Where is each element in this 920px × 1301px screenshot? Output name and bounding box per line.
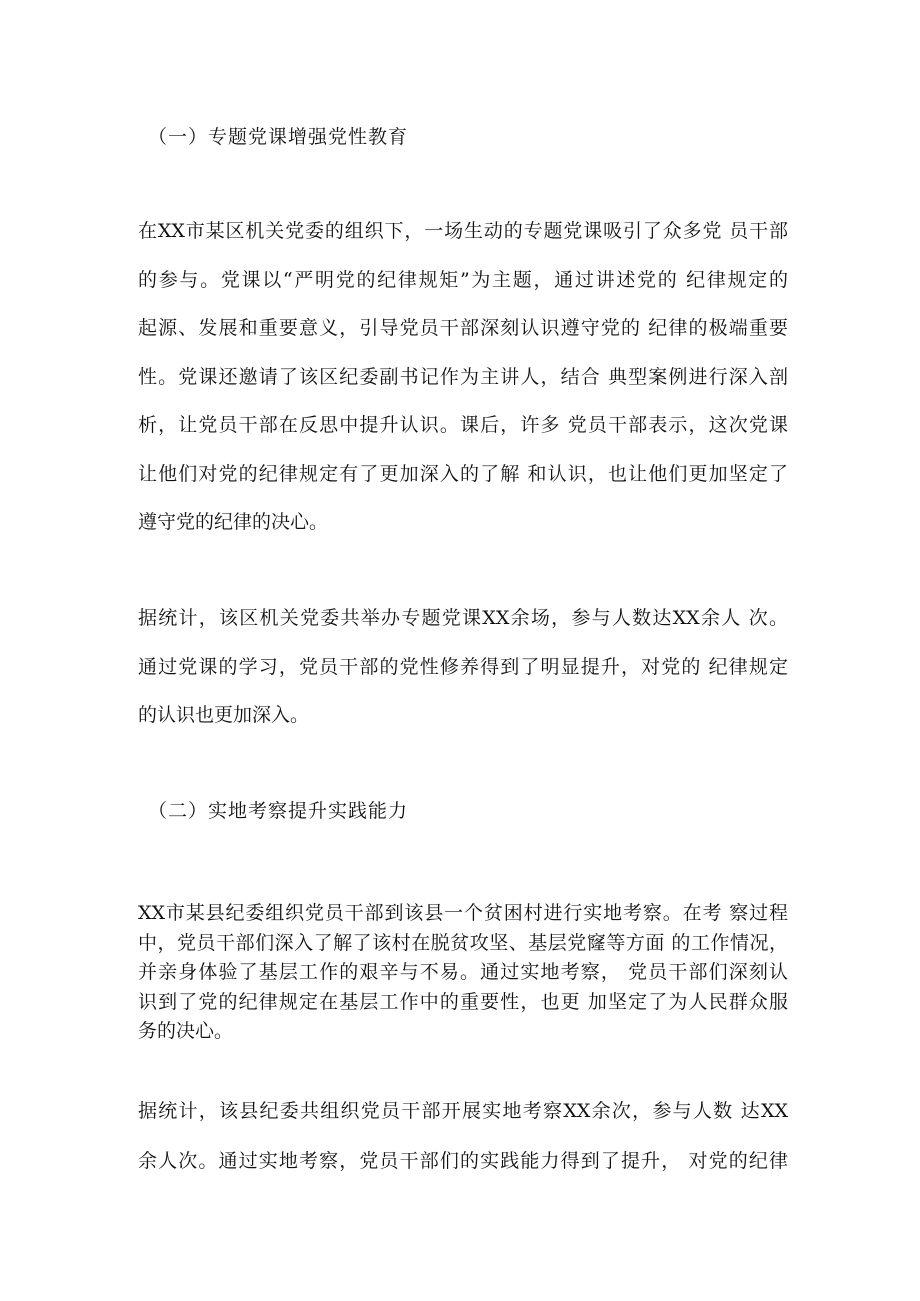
text-line: 析，让党员干部在反思中提升认识。课后，许多 党员干部表示，这次党课 <box>138 414 788 436</box>
text-line: 起源、发展和重要意义，引导党员干部深刻认识遵守党的 纪律的极端重要 <box>138 317 788 339</box>
text-line: 让他们对党的纪律规定有了更加深入的了解 和认识，也让他们更加坚定了 <box>138 462 788 485</box>
section-heading-2: （二）实地考察提升实践能力 <box>148 800 409 822</box>
text-line: 的参与。党课以“严明党的纪律规矩”为主题，通过讲述党的 纪律规定的 <box>138 268 788 291</box>
text-line: 通过党课的学习，党员干部的党性修养得到了明显提升，对党的 纪律规定 <box>138 655 788 678</box>
paragraph-visit-statistics <box>138 1096 788 1196</box>
text-line: XX市某县纪委组织党员干部到该县一个贫困村进行实地考察。在考 察过程 <box>138 902 788 924</box>
text-line: 余人次。通过实地考察，党员干部们的实践能力得到了提升， 对党的纪律 <box>138 1150 788 1172</box>
text-line: 中，党员干部们深入了解了该村在脱贫攻坚、基层党窿等方面 的工作情况， <box>138 931 788 954</box>
text-line: 务的决心。 <box>138 1020 234 1042</box>
text-line: 据统计，该区机关党委共举办专题党课XX余场，参与人数达XX余人 次。 <box>138 607 788 629</box>
text-line: 并亲身体验了基层工作的艰辛与不易。通过实地考察， 党员干部们深刻认 <box>138 961 788 983</box>
text-line: 在XX市某区机关党委的组织下，一场生动的专题党课吸引了众多党 员干部 <box>138 220 788 242</box>
text-line: 据统计，该县纪委共组织党员干部开展实地考察XX余次，参与人数 达XX <box>138 1100 788 1122</box>
section-heading-1: （一）专题党课增强党性教育 <box>148 126 409 148</box>
paragraph-field-visit <box>138 898 788 1046</box>
text-line: 性。党课还邀请了该区纪委副书记作为主讲人，结合 典型案例进行深入剖 <box>138 365 788 388</box>
paragraph-party-lecture <box>138 216 788 556</box>
text-line: 遵守党的纪律的决心。 <box>138 511 329 533</box>
text-line: 的认识也更加深入。 <box>138 704 310 726</box>
paragraph-lecture-statistics <box>138 603 788 749</box>
text-line: 识到了党的纪律规定在基层工作中的重要性，也更 加坚定了为人民群众服 <box>138 990 788 1013</box>
